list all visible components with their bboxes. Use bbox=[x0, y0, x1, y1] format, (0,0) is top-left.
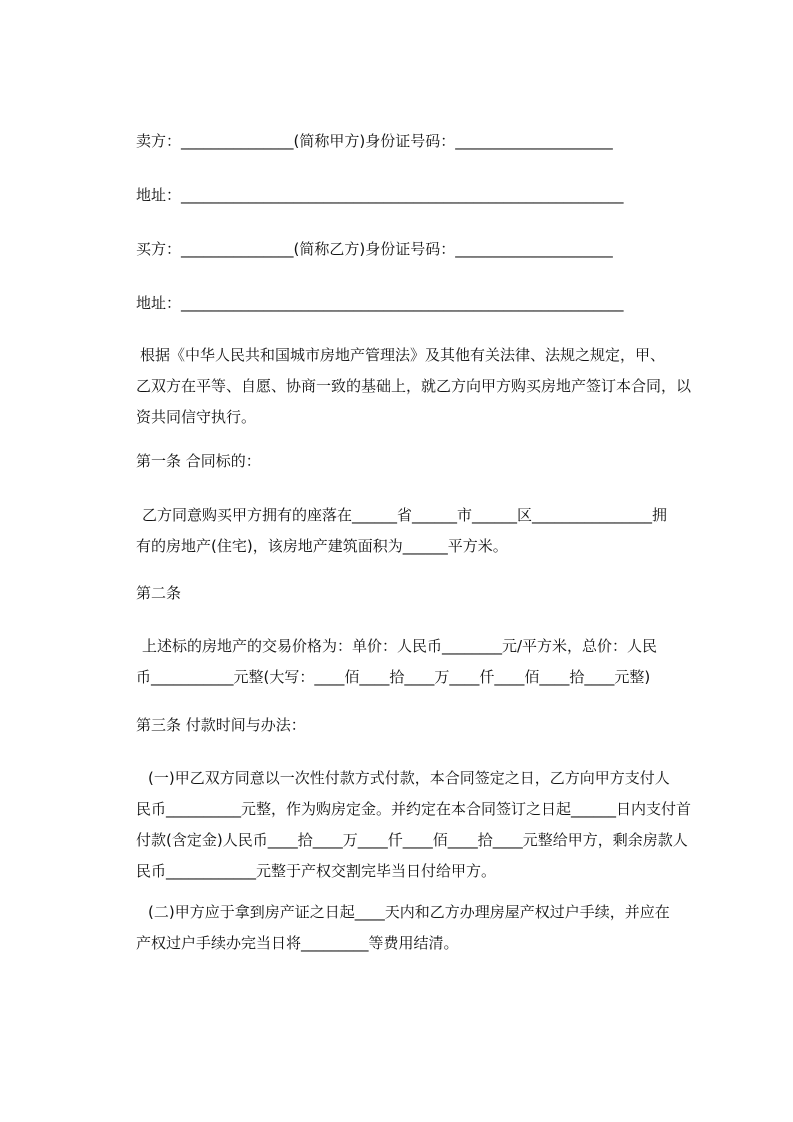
article2-line: 币___________元整(大写：____佰____拾____万____仟____佰____拾____元整) bbox=[136, 668, 651, 686]
preamble-line: 根据《中华人民共和国城市房地产管理法》及其他有关法律、法规之规定，甲、 bbox=[140, 346, 666, 364]
article3-clause1-line: (一)甲乙双方同意以一次性付款方式付款，本合同签定之日，乙方向甲方支付人 bbox=[148, 769, 670, 787]
article3-clause1 bbox=[136, 763, 701, 887]
article2-paragraph bbox=[136, 631, 701, 693]
seller-address-line: 地址：___________________________________________________________ bbox=[136, 186, 624, 204]
article3-heading: 第三条 付款时间与办法： bbox=[136, 716, 306, 734]
buyer-line: 买方：_______________(简称乙方)身份证号码：_____________________ bbox=[136, 240, 613, 258]
article1-heading: 第一条 合同标的： bbox=[136, 452, 261, 470]
article3-clause2 bbox=[136, 897, 701, 959]
buyer-address-line: 地址：___________________________________________________________ bbox=[136, 294, 624, 312]
article2-heading: 第二条 bbox=[136, 584, 182, 602]
article1-line: 乙方同意购买甲方拥有的座落在______省______市______区________________拥 bbox=[142, 506, 668, 524]
article1-line: 有的房地产(住宅)，该房地产建筑面积为______平方米。 bbox=[136, 537, 508, 555]
article1-paragraph bbox=[136, 500, 701, 562]
article3-clause1-line: 付款(含定金)人民币____拾____万____仟____佰____拾____元整给甲方，剩余房款人 bbox=[136, 831, 688, 849]
preamble-line: 乙双方在平等、自愿、协商一致的基础上，就乙方向甲方购买房地产签订本合同，以 bbox=[136, 377, 692, 395]
preamble-line: 资共同信守执行。 bbox=[136, 408, 257, 426]
article3-clause1-line: 民币__________元整，作为购房定金。并约定在本合同签订之日起______日内支付首 bbox=[136, 800, 692, 818]
article3-clause1-line: 民币____________元整于产权交割完毕当日付给甲方。 bbox=[136, 862, 497, 880]
seller-line: 卖方：_______________(简称甲方)身份证号码：_____________________ bbox=[136, 132, 613, 150]
article3-clause2-line: 产权过户手续办完当日将_________等费用结清。 bbox=[136, 934, 459, 952]
article3-clause2-line: (二)甲方应于拿到房产证之日起____天内和乙方办理房屋产权过户手续，并应在 bbox=[148, 903, 670, 921]
article2-line: 上述标的房地产的交易价格为：单价：人民币________元/平方米，总价：人民 bbox=[142, 637, 658, 655]
preamble-paragraph bbox=[136, 340, 701, 433]
